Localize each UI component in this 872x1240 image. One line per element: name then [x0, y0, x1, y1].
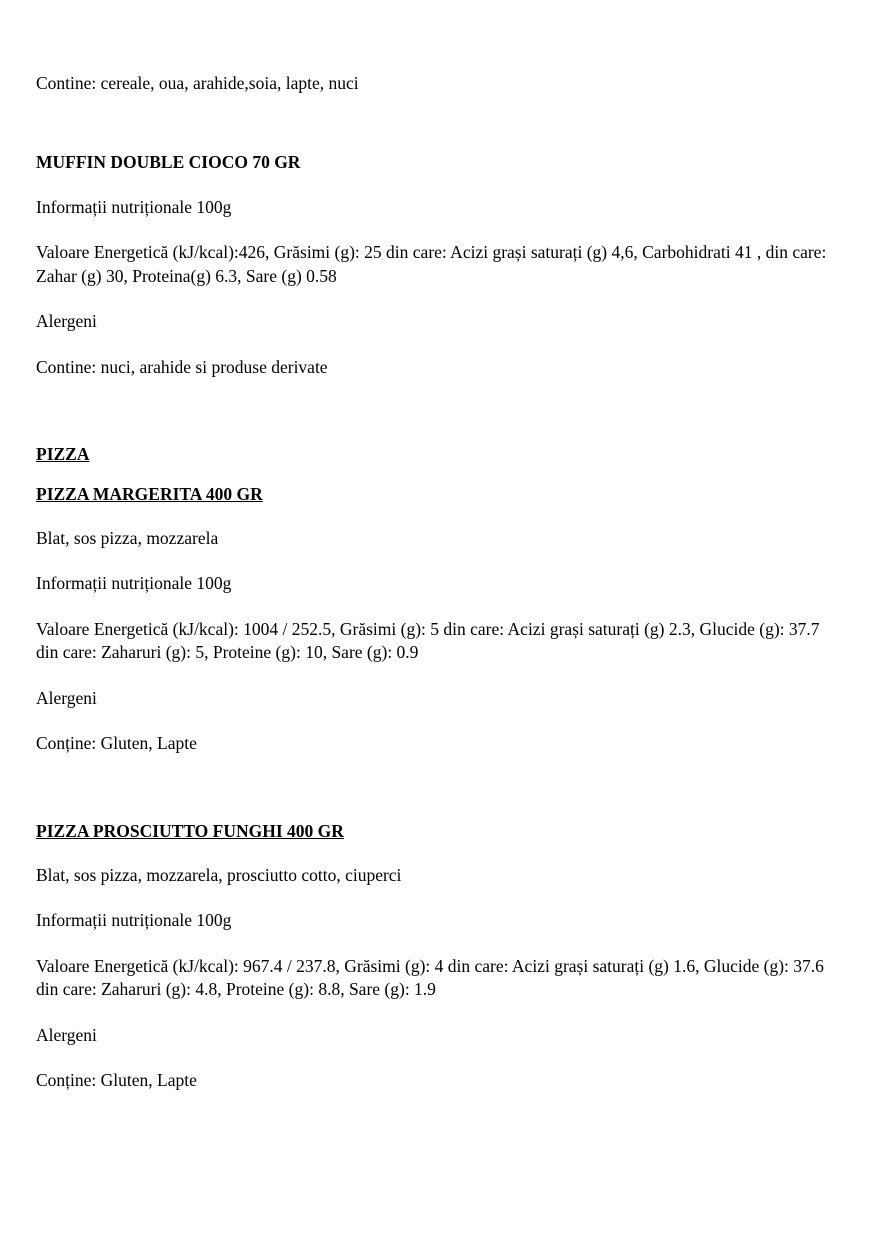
- nutrition-values-pizza-prosciutto-funghi: Valoare Energetică (kJ/kcal): 967.4 / 237.8, Grăsimi (g): 4 din care: Acizi grași saturați (g) 1.6, Glucide (g): 37.6 din care: Zaharuri (g): 4.8, Proteine (g): 8.8, Sare (g): 1.9: [36, 955, 824, 1000]
- document-body: [36, 72, 846, 1093]
- ingredients-pizza-prosciutto-funghi: Blat, sos pizza, mozzarela, prosciutto cotto, ciuperci: [36, 865, 402, 885]
- allergens-label-pizza-prosciutto-funghi: Alergeni: [36, 1024, 97, 1045]
- nutrition-label-pizza-prosciutto-funghi: Informații nutriționale 100g: [36, 910, 232, 931]
- allergens-values-pizza-prosciutto-funghi: Conține: Gluten, Lapte: [36, 1070, 197, 1091]
- spacer: [36, 401, 846, 443]
- product-title-pizza-prosciutto-funghi: PIZZA PROSCIUTTO FUNGHI 400 GR: [36, 820, 344, 841]
- allergens-label-muffin: Alergeni: [36, 311, 97, 332]
- allergens-values-muffin: Contine: nuci, arahide si produse derivate: [36, 356, 328, 377]
- allergens-values-pizza-margerita: Conține: Gluten, Lapte: [36, 733, 197, 754]
- product-title-pizza-margerita: PIZZA MARGERITA 400 GR: [36, 483, 263, 504]
- nutrition-label-pizza-margerita: Informații nutriționale 100g: [36, 573, 232, 594]
- section-heading-pizza: PIZZA: [36, 444, 90, 465]
- product-title-muffin-double-cioco: MUFFIN DOUBLE CIOCO 70 GR: [36, 152, 301, 173]
- allergens-label-pizza-margerita: Alergeni: [36, 687, 97, 708]
- ingredients-pizza-margerita: Blat, sos pizza, mozzarela: [36, 527, 219, 548]
- allergen-note-muffin-top: Contine: cereale, oua, arahide,soia, lapte, nuci: [36, 73, 359, 93]
- nutrition-values-pizza-margerita: Valoare Energetică (kJ/kcal): 1004 / 252.5, Grăsimi (g): 5 din care: Acizi grași saturați (g) 2.3, Glucide (g): 37.7 din care: Zaharuri (g): 5, Proteine (g): 10, Sare (g): 0.9: [36, 618, 820, 663]
- nutrition-values-muffin: Valoare Energetică (kJ/kcal):426, Grăsimi (g): 25 din care: Acizi grași saturați (g) 4,6, Carbohidrati 41 , din care: Zahar (g) 30, Proteina(g) 6.3, Sare (g) 0.58: [36, 242, 827, 286]
- nutrition-label-muffin: Informații nutriționale 100g: [36, 196, 232, 217]
- spacer: [36, 778, 846, 820]
- spacer: [36, 117, 846, 151]
